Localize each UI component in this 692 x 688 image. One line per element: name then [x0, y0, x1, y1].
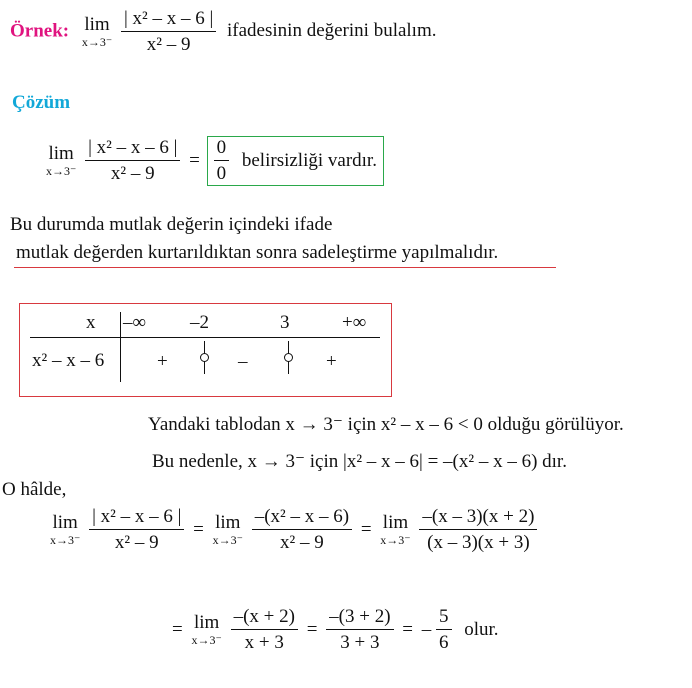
- lim-subscript: x→3⁻: [50, 533, 81, 547]
- step2-denominator: x² – 9: [280, 532, 324, 553]
- result-fraction: [436, 606, 452, 654]
- step1-denominator: x² – 9: [114, 532, 159, 553]
- example-numerator: | x² – x – 6 |: [121, 8, 216, 32]
- conclusion-ending: olur.: [464, 619, 499, 640]
- step1-fraction: [89, 506, 184, 554]
- solution-numerator: | x² – x – 6 |: [85, 137, 180, 161]
- lim-word: lim: [382, 512, 409, 533]
- solution-denominator: x² – 9: [110, 163, 155, 184]
- explanation-line-1: Bu durumda mutlak değerin içindeki ifade: [10, 214, 333, 235]
- example-fraction: [121, 8, 216, 56]
- result-numerator: 5: [436, 606, 452, 630]
- root-marker-3: [284, 353, 293, 362]
- equals-sign: =: [193, 519, 204, 540]
- lim-subscript: x→3⁻: [380, 533, 411, 547]
- conclusion-limit-3: [380, 513, 410, 547]
- step2-fraction: [252, 506, 352, 554]
- sign-interval-1: +: [157, 351, 168, 372]
- explanation-underline: [14, 267, 556, 268]
- equals-sign: =: [172, 619, 183, 640]
- zero-over-zero: [214, 137, 230, 185]
- lim-word: lim: [48, 143, 74, 164]
- lim-subscript: x→3⁻: [81, 35, 113, 49]
- lim-word: lim: [193, 612, 220, 633]
- step3-denominator: (x – 3)(x + 3): [427, 532, 530, 553]
- equals-sign: =: [402, 619, 413, 640]
- conclusion-limit-2: [213, 513, 243, 547]
- sign-table: [19, 303, 392, 397]
- lim-word: lim: [215, 512, 241, 533]
- table-vertical-rule: [120, 312, 121, 382]
- equals-sign: =: [306, 619, 318, 640]
- table-header-neg-2: –2: [190, 312, 209, 333]
- step5-denominator: 3 + 3: [340, 632, 380, 653]
- lim-word: lim: [52, 512, 78, 533]
- indeterminate-box: [207, 136, 384, 186]
- equals-sign: =: [360, 519, 372, 540]
- conclusion-line-1: [50, 506, 537, 554]
- lim-subscript: x→3⁻: [191, 633, 222, 647]
- step5-fraction: [326, 606, 393, 654]
- step3-numerator: –(x – 3)(x + 2): [419, 506, 537, 530]
- example-text: ifadesinin değerini bulalım.: [227, 20, 437, 42]
- table-row-label: x² – x – 6: [32, 350, 105, 371]
- indeterminate-text: belirsizliği vardır.: [241, 150, 377, 171]
- example-label: Örnek:: [10, 20, 70, 42]
- result-sign: –: [421, 619, 432, 640]
- step1-numerator: | x² – x – 6 |: [89, 506, 184, 530]
- lim-word: lim: [84, 14, 110, 35]
- step2-numerator: –(x² – x – 6): [252, 506, 352, 530]
- example-limit: [82, 15, 112, 49]
- zero-numerator: 0: [214, 137, 230, 161]
- table-header-3: 3: [280, 312, 290, 333]
- conclusion-line-2: [172, 606, 499, 654]
- example-denominator: x² – 9: [146, 34, 191, 55]
- step5-numerator: –(3 + 2): [326, 606, 393, 630]
- result-denominator: 6: [439, 632, 449, 653]
- table-header-neg-inf: –∞: [123, 312, 147, 333]
- conclusion-label: O hâlde,: [2, 479, 67, 500]
- lim-subscript: x→3⁻: [212, 533, 243, 547]
- solution-fraction: [85, 137, 180, 185]
- sign-interval-2: –: [238, 351, 248, 372]
- table-note-line-1: Yandaki tablodan x → 3⁻ için x² – x – 6 < 0 olduğu görülüyor.: [148, 414, 624, 435]
- table-header-pos-inf: +∞: [342, 312, 367, 333]
- explanation-line-2: mutlak değerden kurtarıldıktan sonra sadeleştirme yapılmalıdır.: [16, 242, 499, 263]
- step4-fraction: [231, 606, 298, 654]
- zero-denominator: 0: [216, 163, 227, 184]
- step3-fraction: [419, 506, 537, 554]
- root-marker-neg-2: [200, 353, 209, 362]
- solution-limit: [46, 144, 76, 178]
- table-header-x: x: [86, 312, 96, 333]
- table-note-line-2: Bu nedenle, x → 3⁻ için |x² – x – 6| = –(x² – x – 6) dır.: [152, 451, 567, 472]
- solution-line: [46, 136, 384, 186]
- step4-denominator: x + 3: [244, 632, 284, 653]
- conclusion-limit-4: [191, 613, 221, 647]
- example-line: [10, 8, 437, 56]
- sign-interval-3: +: [326, 351, 337, 372]
- equals-sign: =: [189, 150, 200, 171]
- solution-label: Çözüm: [12, 92, 71, 113]
- conclusion-limit-1: [50, 513, 80, 547]
- lim-subscript: x→3⁻: [46, 164, 77, 178]
- step4-numerator: –(x + 2): [231, 606, 298, 630]
- table-horizontal-rule: [30, 337, 380, 338]
